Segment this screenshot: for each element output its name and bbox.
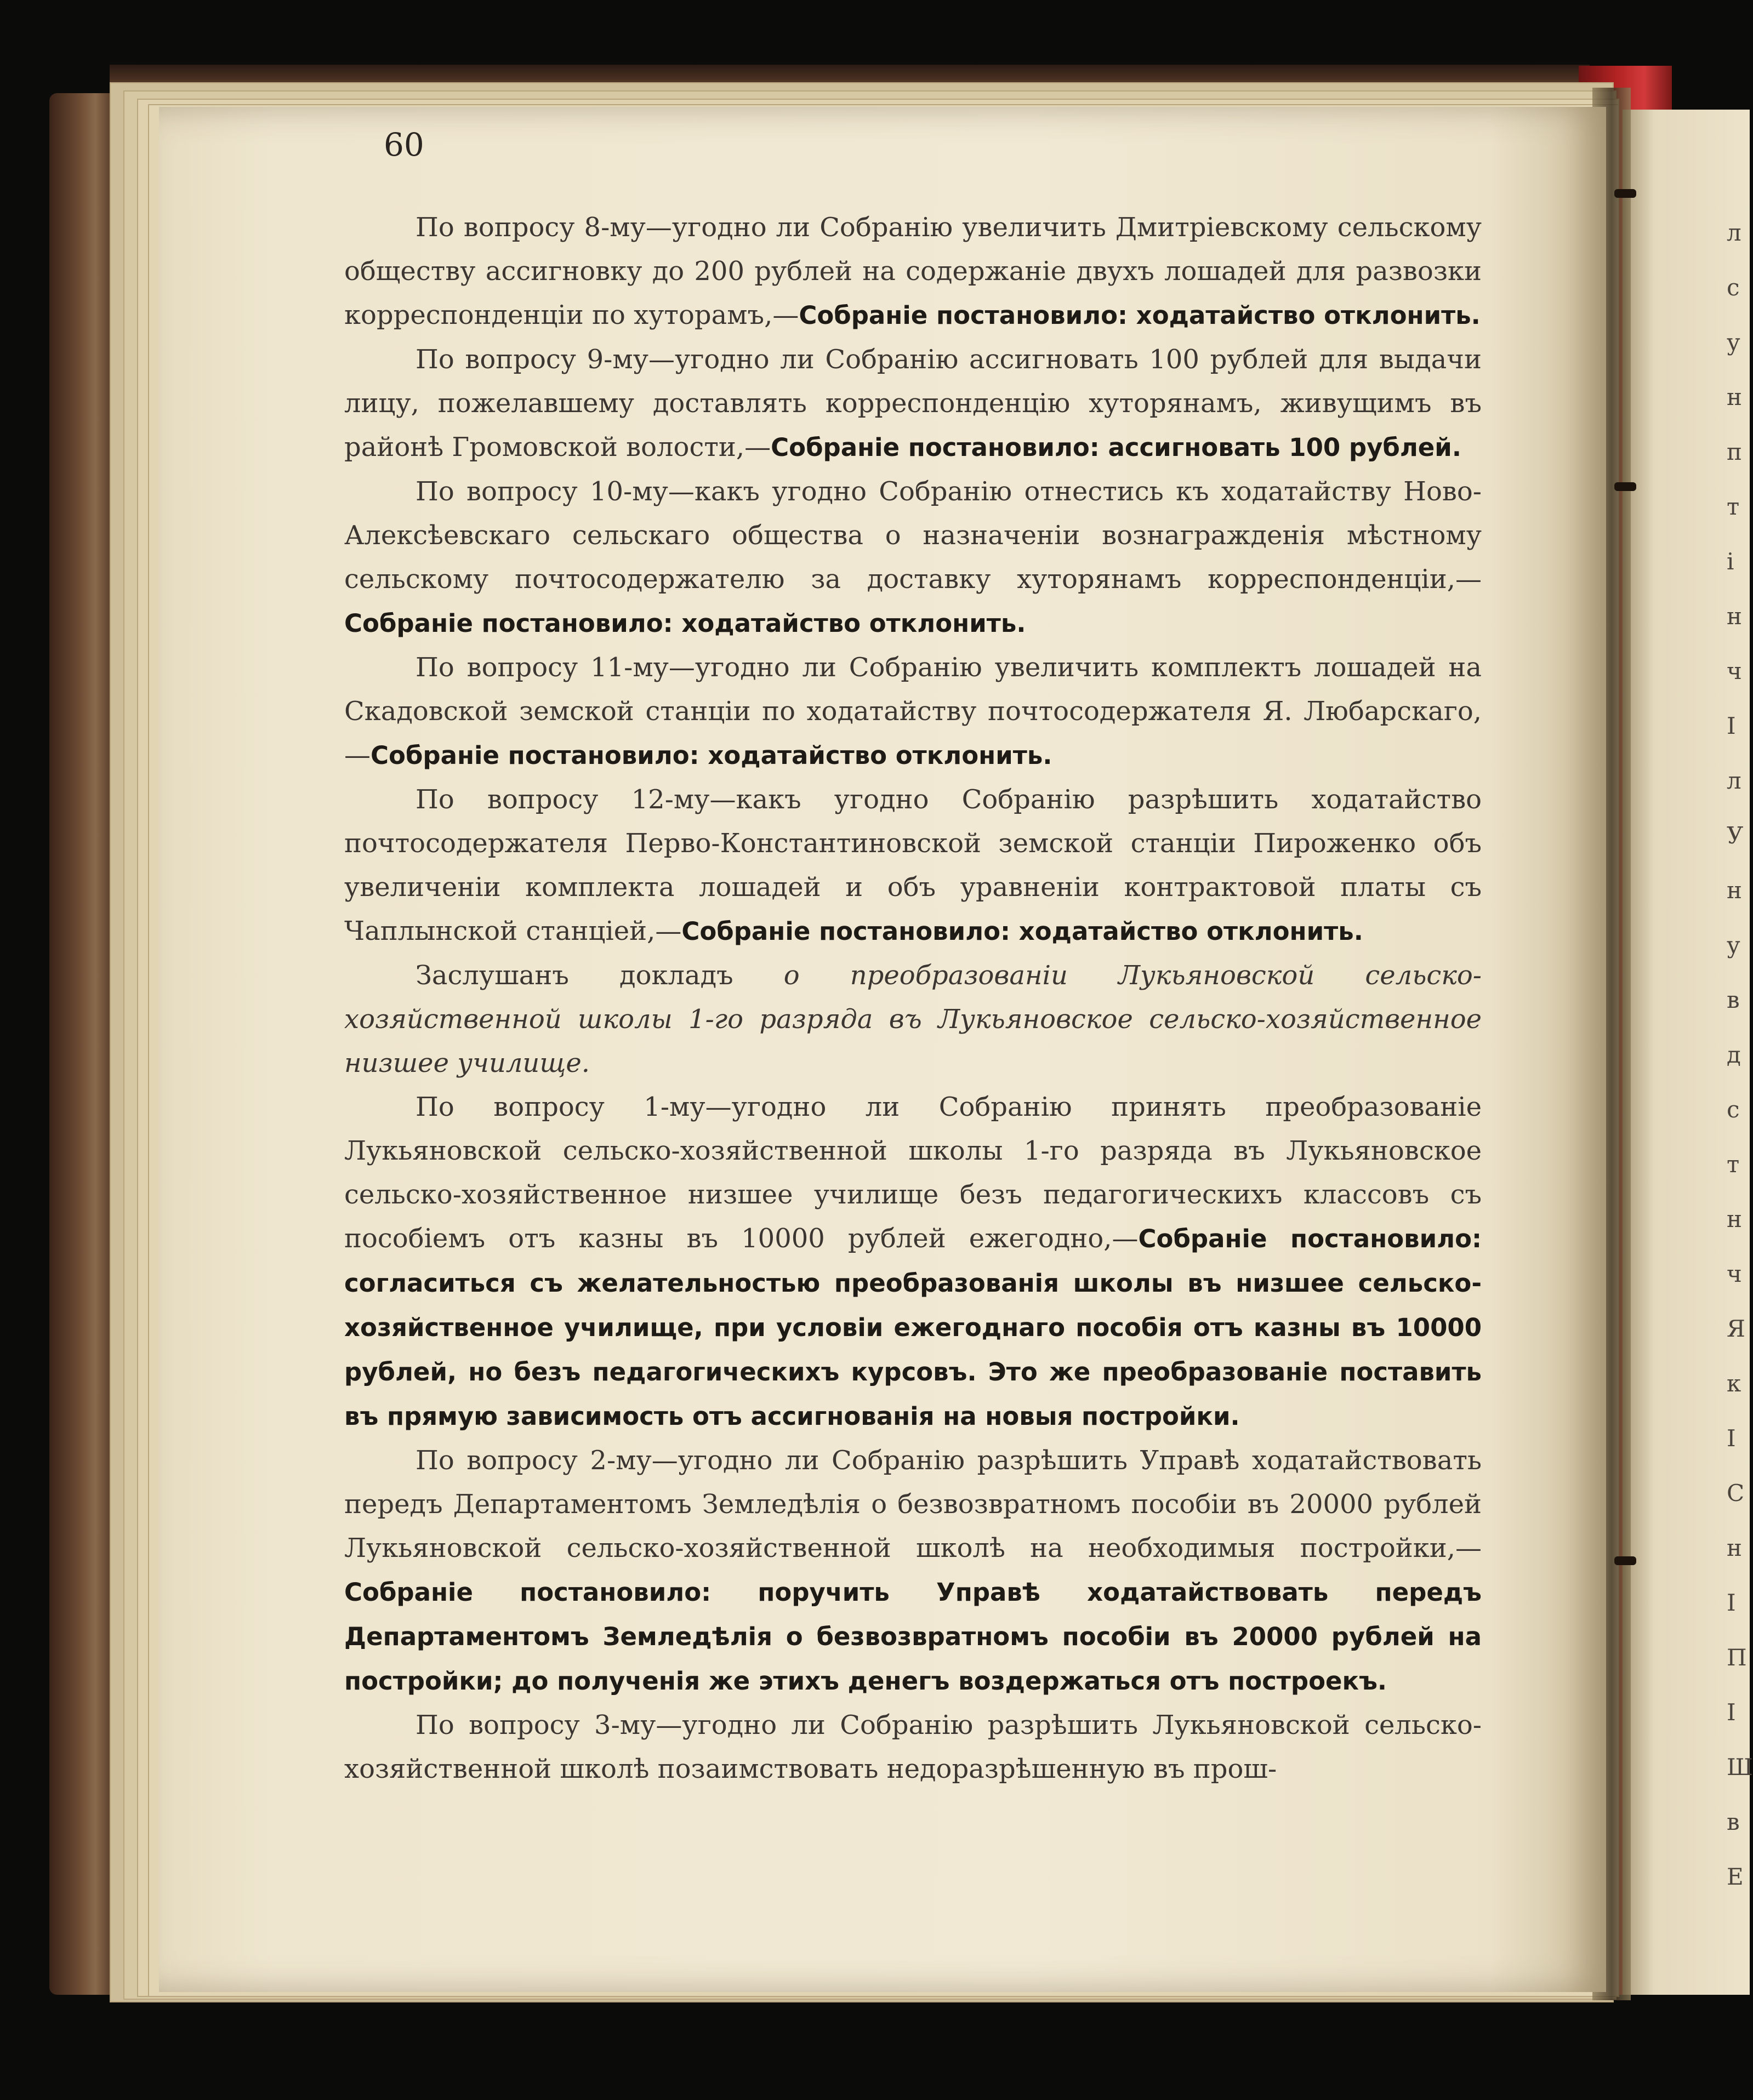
facing-page-letter: У [1727,822,1744,849]
book-cover-left-edge [49,93,115,1995]
facing-page-letter: л [1727,767,1741,794]
facing-page-letter: в [1727,1808,1740,1835]
facing-page-letter: н [1727,384,1742,410]
paragraph [344,338,1482,470]
facing-page-letter: у [1727,329,1740,356]
resolution-text: Собраніе постановило: ходатайство отклонить. [371,741,1052,770]
facing-page-letter: н [1727,1206,1742,1232]
paragraph [344,206,1482,338]
paragraph-text: Заслушанъ докладъ [416,960,784,991]
facing-page-letter: П [1727,1644,1747,1671]
facing-page-letter: ч [1727,1260,1742,1287]
facing-page-letter: I [1727,712,1736,739]
facing-page-letter: т [1727,1151,1740,1178]
paragraph-italic-text: о преобразованіи Лукьяновской сельско-хозяйственной школы 1-го разряда въ Лукьяновское сельско-хозяйственное низшее училище. [344,960,1482,1078]
paragraph-text: По вопросу 12-му—какъ угодно Собранію разрѣшить ходатайство почтосодержателя Перво-Константиновской земской станціи Пироженко объ увеличеніи комплекта лошадей и объ уравненіи контрактовой платы съ Чаплынской станціей,— [344,784,1482,946]
resolution-text: Собраніе постановило: ходатайство отклонить. [344,609,1026,638]
facing-page-letter: С [1727,1480,1745,1506]
paragraph [344,778,1482,954]
facing-page-letter: і [1727,548,1734,575]
facing-page-letter: л [1727,219,1741,246]
facing-page-letter: І [1727,1425,1736,1452]
facing-page-letter: у [1727,932,1740,958]
paragraph-text: По вопросу 3-му—угодно ли Собранію разрѣшить Лукьяновской сельско-хозяйственной школѣ позаимствовать недоразрѣшенную въ прош- [344,1710,1482,1784]
paragraph-text: По вопросу 1-му—угодно ли Собранію принять преобразованіе Лукьяновской сельско-хозяйственной школы 1-го разряда въ Лукьяновское сельско-хозяйственное низшее училище безъ педагогическихъ классовъ съ пособіемъ отъ казны въ 10000 рублей ежегодно,— [344,1092,1482,1254]
facing-page-letter: Я [1727,1315,1745,1342]
paragraph-text: По вопросу 8-му—угодно ли Собранію увеличить Дмитріевскому сельскому обществу ассигновку до 200 рублей на содержаніе двухъ лошадей для развозки корреспонденціи по хуторамъ,— [344,212,1482,330]
facing-page-letter: Ш [1727,1754,1753,1781]
binding-stitch [1614,189,1636,198]
facing-page-letter: т [1727,493,1740,520]
page-number: 60 [384,126,424,163]
resolution-text: Собраніе постановило: ходатайство отклонить. [681,917,1363,946]
facing-page-letter: I [1727,1699,1736,1726]
facing-page-letter: н [1727,1534,1742,1561]
paragraph-text: По вопросу 2-му—угодно ли Собранію разрѣшить Управѣ ходатайствовать передъ Департаментомъ Земледѣлія о безвозвратномъ пособіи въ 20000 рублей Лукьяновской сельско-хозяйственной школѣ на необходимыя постройки,— [344,1445,1482,1563]
paragraph [344,954,1482,1085]
facing-page-letter: ч [1727,658,1742,684]
paragraph [344,1703,1482,1791]
paragraph [344,1439,1482,1703]
paragraph-text: По вопросу 9-му—угодно ли Собранію ассигновать 100 рублей для выдачи лицу, пожелавшему доставлять корреспонденцію хуторянамъ, живущимъ въ районѣ Громовской волости,— [344,344,1482,463]
page-text-body [344,206,1482,1791]
facing-page-letter: д [1727,1041,1741,1068]
resolution-text: Собраніе постановило: ходатайство отклонить. [799,301,1481,330]
resolution-text: Собраніе постановило: согласиться съ желательностью преобразованія школы въ низшее сельско-хозяйственное училище, при условіи ежегоднаго пособія отъ казны въ 10000 рублей, но безъ педагогическихъ курсовъ. Это же преобразованіе поставить въ прямую зависимость отъ ассигнованія на новыя постройки. [344,1224,1482,1431]
paragraph-text: По вопросу 11-му—угодно ли Собранію увеличить комплектъ лошадей на Скадовской земской станціи по ходатайству почтосодержателя Я. Любарскаго,— [344,652,1482,771]
paragraph [344,1085,1482,1439]
facing-page-letter: н [1727,603,1742,630]
facing-page-letter: I [1727,1589,1736,1616]
resolution-text: Собраніе постановило: поручить Управѣ ходатайствовать передъ Департаментомъ Земледѣлія о безвозвратномъ пособіи въ 20000 рублей на постройки; до полученія же этихъ денегъ воздержаться отъ построекъ. [344,1578,1482,1696]
facing-page-letter: с [1727,274,1740,301]
paragraph [344,470,1482,646]
facing-page-letter: н [1727,877,1742,904]
facing-page-letter: с [1727,1096,1740,1123]
facing-page-letter: п [1727,438,1742,465]
facing-page-letter: в [1727,986,1740,1013]
paragraph [344,646,1482,778]
paragraph-text: По вопросу 10-му—какъ угодно Собранію отнестись къ ходатайству Ново-Алексѣевскаго сельскаго общества о назначеніи вознагражденія мѣстному сельскому почтосодержателю за доставку хуторянамъ корреспонденціи,— [344,476,1482,595]
binding-stitch [1614,482,1636,491]
resolution-text: Собраніе постановило: ассигновать 100 рублей. [771,433,1461,462]
facing-page-letter: Е [1727,1863,1744,1890]
binding-stitch [1614,1556,1636,1565]
facing-page-letter: к [1727,1370,1741,1397]
